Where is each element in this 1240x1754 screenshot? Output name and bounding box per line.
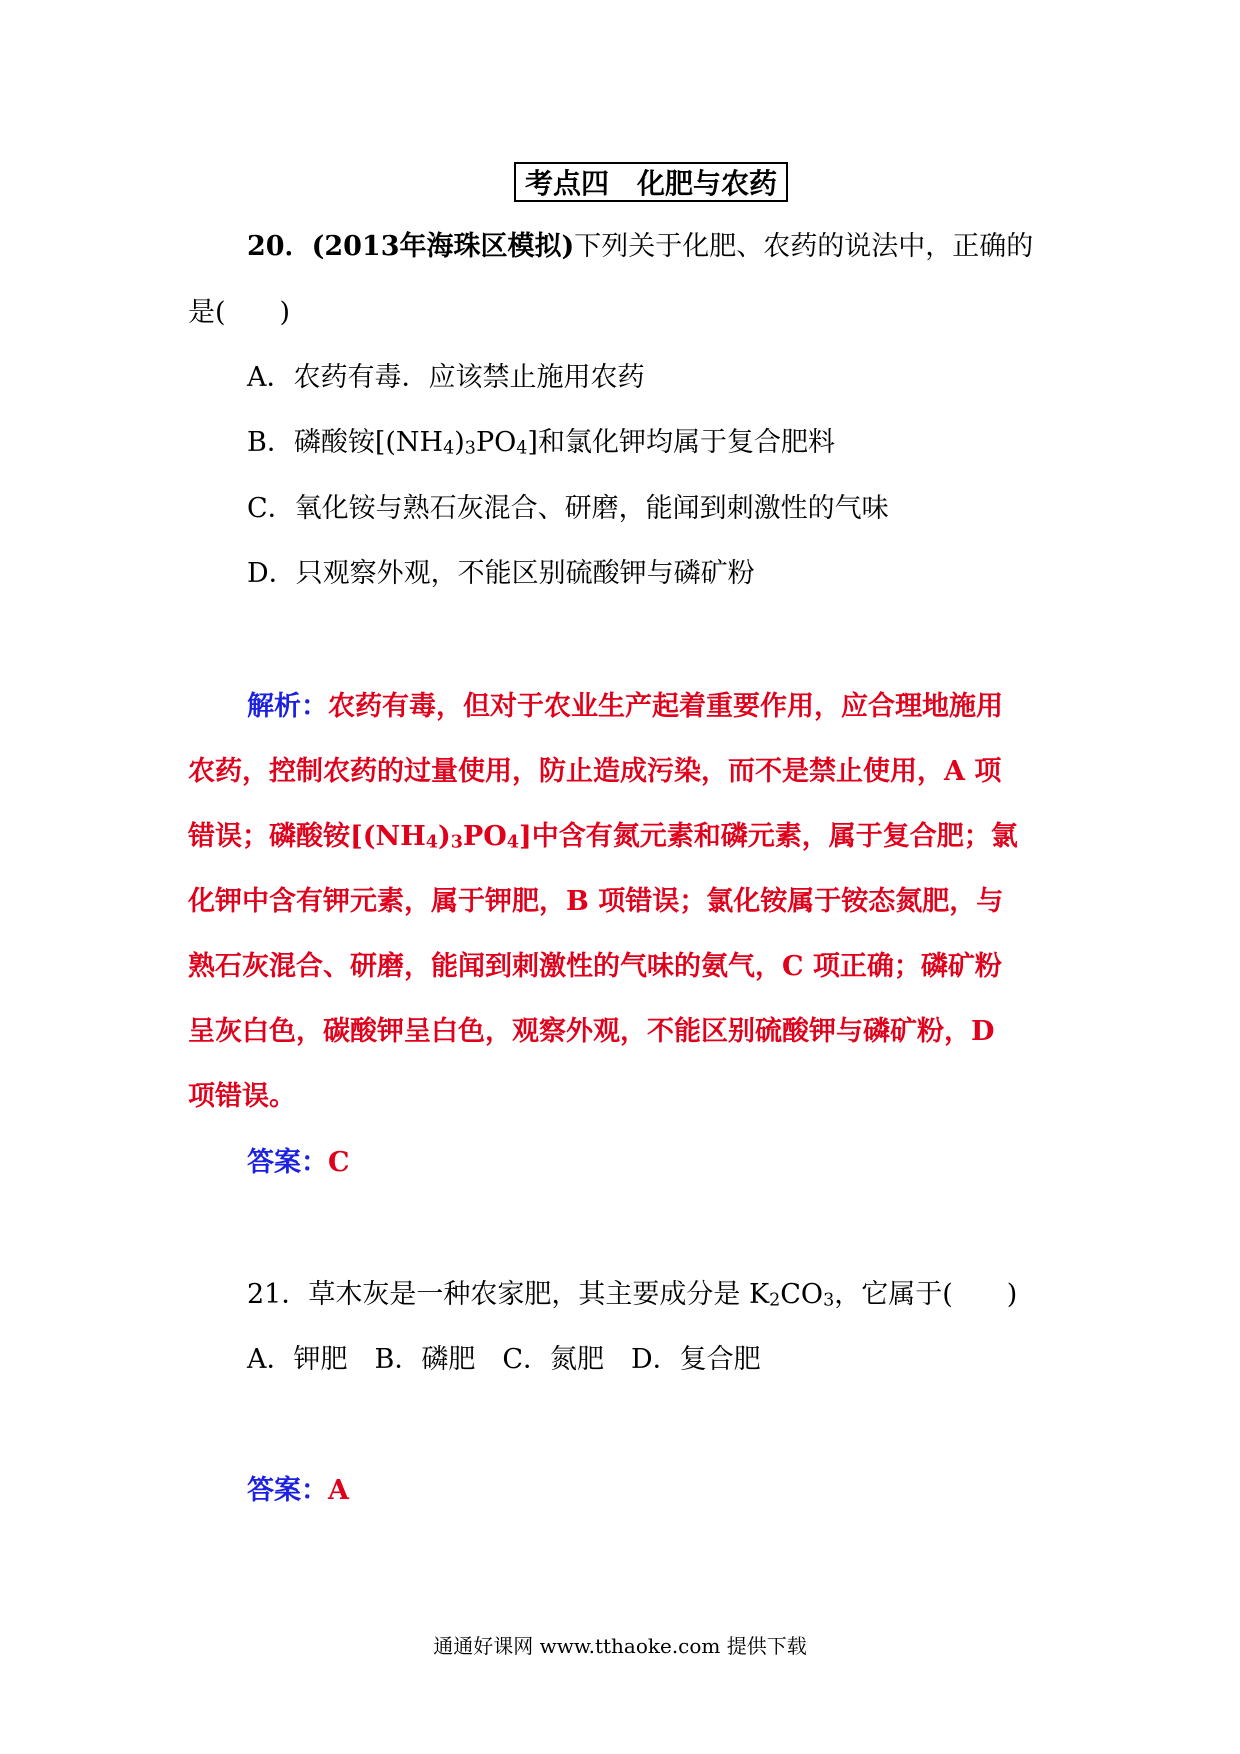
- q21-stem: [247, 1278, 1017, 1318]
- analysis-3-c: PO: [462, 821, 507, 852]
- opt-b-text-1: B．磷酸铵[(NH: [247, 427, 444, 458]
- q20-line1: [247, 230, 1033, 264]
- q21-text-2: CO: [780, 1279, 824, 1310]
- analysis-line-3: [188, 820, 1018, 860]
- analysis-line-6: 呈灰白色，碳酸钾呈白色，观察外观，不能区别硫酸钾与磷矿粉，D: [188, 1016, 995, 1047]
- answer-20-label: 答案：: [247, 1147, 328, 1178]
- q20-line2: 是( ): [188, 297, 291, 328]
- q20-option-a: A．农药有毒．应该禁止施用农药: [247, 362, 645, 393]
- q20-option-c: C．氧化铵与熟石灰混合、研磨，能闻到刺激性的气味: [247, 493, 889, 524]
- answer-21-value: A: [328, 1475, 349, 1506]
- analysis-text-1: 农药有毒，但对于农业生产起着重要作用，应合理地施用: [328, 691, 1003, 722]
- answer-20-value: C: [328, 1147, 350, 1178]
- q20-lead: 20．(2013年海珠区模拟): [247, 231, 575, 262]
- footer-source: 通通好课网 www.tthaoke.com 提供下载: [433, 1634, 807, 1658]
- q21-sub-2: 3: [823, 1290, 835, 1311]
- analysis-3-b: ): [437, 821, 451, 852]
- analysis-label: 解析：: [247, 691, 328, 722]
- analysis-line-1: [247, 690, 1003, 724]
- opt-b-sub-3: 4: [516, 438, 528, 459]
- analysis-line-7: 项错误。: [188, 1081, 296, 1112]
- opt-b-sub-1: 4: [443, 438, 455, 459]
- analysis-3-a: 错误；磷酸铵[(NH: [188, 821, 426, 852]
- opt-b-text-2: ): [454, 427, 465, 458]
- analysis-3-sub3: 4: [506, 832, 519, 853]
- answer-21-label: 答案：: [247, 1475, 328, 1506]
- q21-sub-1: 2: [769, 1290, 781, 1311]
- q21-text-3: ，它属于( ): [834, 1279, 1018, 1310]
- q20-option-b: [247, 426, 835, 466]
- q20-option-d: D．只观察外观，不能区别硫酸钾与磷矿粉: [247, 558, 755, 589]
- analysis-line-5: 熟石灰混合、研磨，能闻到刺激性的气味的氨气，C 项正确；磷矿粉: [188, 951, 1002, 982]
- analysis-3-sub2: 3: [450, 832, 463, 853]
- opt-b-text-4: ]和氯化钾均属于复合肥料: [527, 427, 835, 458]
- q21-options: A．钾肥 B．磷肥 C．氮肥 D．复合肥: [247, 1344, 761, 1375]
- q21-text-1: 21．草木灰是一种农家肥，其主要成分是 K: [247, 1279, 770, 1310]
- analysis-3-sub1: 4: [425, 832, 438, 853]
- analysis-line-4: 化钾中含有钾元素，属于钾肥，B 项错误；氯化铵属于铵态氮肥，与: [188, 886, 1004, 917]
- answer-21: [247, 1474, 349, 1508]
- analysis-line-2: 农药，控制农药的过量使用，防止造成污染，而不是禁止使用，A 项: [188, 756, 1002, 787]
- opt-b-sub-2: 3: [464, 438, 476, 459]
- answer-20: [247, 1146, 350, 1180]
- opt-b-text-3: PO: [475, 427, 517, 458]
- q20-stem-1: 下列关于化肥、农药的说法中，正确的: [574, 231, 1034, 262]
- section-title: 考点四 化肥与农药: [514, 162, 788, 202]
- analysis-3-d: ]中含有氮元素和磷元素，属于复合肥；氯: [518, 821, 1018, 852]
